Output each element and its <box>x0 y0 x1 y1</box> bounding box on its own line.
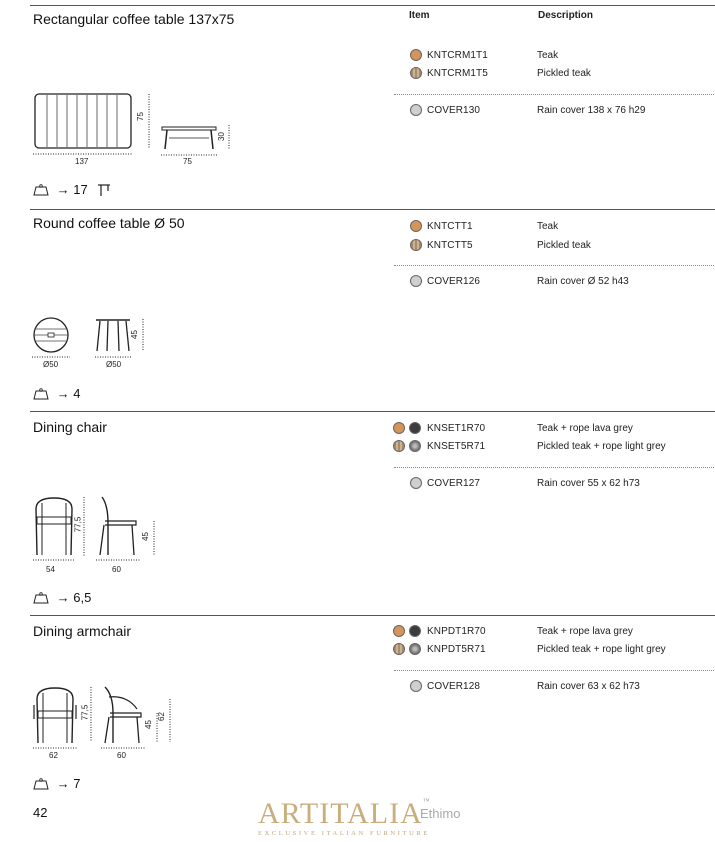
round-table-top-view-icon <box>32 316 72 358</box>
trademark-mark: ™ <box>422 797 431 805</box>
section-divider <box>30 209 715 210</box>
dimension-line <box>226 124 232 152</box>
pickled-teak-swatch-icon <box>393 440 405 452</box>
item-code: KNTCTT5 <box>427 240 473 251</box>
section-title: Dining chair <box>33 419 107 435</box>
dimension-top-diameter: Ø50 <box>43 360 59 369</box>
item-description: Rain cover 63 x 62 h73 <box>537 681 640 692</box>
teak-swatch-icon <box>393 625 405 637</box>
dimension-depth: 60 <box>112 565 121 574</box>
weight-value: 17 <box>73 182 88 198</box>
cover-swatch-icon <box>410 275 422 287</box>
weight-arrow: → <box>56 776 70 792</box>
rope-light-grey-swatch-icon <box>409 643 421 655</box>
list-item <box>410 680 710 694</box>
item-code: KNPDT1R70 <box>427 626 486 637</box>
dimension-height: 77,5 <box>80 704 90 721</box>
dotted-divider <box>394 265 714 266</box>
dimension-height: 30 <box>216 132 226 141</box>
list-item <box>410 104 710 118</box>
dimension-width: 75 <box>183 157 192 166</box>
section-title: Round coffee table Ø 50 <box>33 215 185 231</box>
section-divider <box>30 615 715 616</box>
list-item <box>410 275 710 289</box>
teak-swatch-icon <box>410 220 422 232</box>
rope-lava-grey-swatch-icon <box>409 422 421 434</box>
list-item <box>410 49 710 63</box>
list-item <box>410 477 710 491</box>
item-description: Pickled teak + rope light grey <box>537 644 666 655</box>
weight-arrow: → <box>56 182 70 198</box>
pickled-teak-swatch-icon <box>410 239 422 251</box>
item-description: Rain cover Ø 52 h43 <box>537 276 629 287</box>
section-divider <box>30 5 715 6</box>
item-code: KNSET5R71 <box>427 441 486 452</box>
dimension-depth: 60 <box>117 751 126 760</box>
dimension-line <box>151 520 157 558</box>
dimension-line <box>140 318 146 352</box>
dining-chair-side-view-icon <box>96 495 142 561</box>
dimension-width: 62 <box>49 751 58 760</box>
list-item <box>393 625 693 639</box>
dimension-arm-height: 62 <box>156 712 166 721</box>
table-symbol-icon <box>97 183 111 197</box>
item-description: Pickled teak <box>537 240 591 251</box>
weight-arrow: → <box>56 386 70 402</box>
dimension-height: 77,5 <box>73 516 83 533</box>
logo-tagline: EXCLUSIVE ITALIAN FURNITURE <box>258 830 430 837</box>
item-description: Rain cover 138 x 76 h29 <box>537 105 646 116</box>
weight-kg-icon <box>33 388 49 400</box>
list-item <box>393 643 693 657</box>
cover-swatch-icon <box>410 477 422 489</box>
rectangular-table-side-view-icon <box>161 125 219 157</box>
dimension-height: 45 <box>129 330 139 339</box>
list-item <box>410 67 710 81</box>
weight-info <box>33 181 111 197</box>
item-code: KNTCRM1T1 <box>427 50 488 61</box>
item-code: KNPDT5R71 <box>427 644 486 655</box>
list-item <box>410 220 710 234</box>
round-table-side-view-icon <box>95 317 133 357</box>
weight-value: 4 <box>73 386 81 402</box>
dimension-seat-height: 45 <box>140 532 150 541</box>
brand-name: Ethimo <box>420 806 461 821</box>
dimension-side-diameter: Ø50 <box>106 360 122 369</box>
weight-info <box>33 589 91 605</box>
item-description: Pickled teak + rope light grey <box>537 441 666 452</box>
item-code: COVER128 <box>427 681 481 692</box>
section-title: Dining armchair <box>33 623 132 639</box>
item-code: KNSET1R70 <box>427 423 486 434</box>
section-divider <box>30 411 715 412</box>
dotted-divider <box>394 670 714 671</box>
rectangular-table-top-view-icon <box>33 92 133 154</box>
column-header-description: Description <box>538 10 594 21</box>
item-code: COVER127 <box>427 478 481 489</box>
dining-armchair-side-view-icon <box>101 685 147 749</box>
weight-value: 7 <box>73 776 81 792</box>
teak-swatch-icon <box>393 422 405 434</box>
logo-text: ARTITALIA <box>258 797 423 830</box>
dimension-line <box>146 92 152 152</box>
dining-armchair-front-view-icon <box>33 685 79 749</box>
dimension-width: 54 <box>46 565 55 574</box>
pickled-teak-swatch-icon <box>410 67 422 79</box>
dimension-seat-height: 45 <box>143 720 153 729</box>
item-code: KNTCRM1T5 <box>427 68 488 79</box>
cover-swatch-icon <box>410 104 422 116</box>
item-description: Teak + rope lava grey <box>537 626 633 637</box>
dimension-depth: 75 <box>135 112 145 121</box>
weight-kg-icon <box>33 778 49 790</box>
dimension-line <box>167 698 173 744</box>
weight-info <box>33 775 80 791</box>
list-item <box>393 440 693 454</box>
dotted-divider <box>394 467 714 468</box>
item-description: Pickled teak <box>537 68 591 79</box>
item-description: Teak + rope lava grey <box>537 423 633 434</box>
page-number: 42 <box>33 805 48 820</box>
rope-lava-grey-swatch-icon <box>409 625 421 637</box>
artitalia-logo <box>258 797 431 831</box>
teak-swatch-icon <box>410 49 422 61</box>
rope-light-grey-swatch-icon <box>409 440 421 452</box>
pickled-teak-swatch-icon <box>393 643 405 655</box>
item-description: Rain cover 55 x 62 h73 <box>537 478 640 489</box>
item-description: Teak <box>537 50 559 61</box>
weight-kg-icon <box>33 184 49 196</box>
dining-chair-front-view-icon <box>33 495 77 561</box>
column-header-item: Item <box>409 10 430 21</box>
list-item <box>410 239 710 253</box>
item-code: COVER130 <box>427 105 481 116</box>
list-item <box>393 422 693 436</box>
item-description: Teak <box>537 221 559 232</box>
cover-swatch-icon <box>410 680 422 692</box>
weight-arrow: → <box>56 590 70 606</box>
weight-kg-icon <box>33 592 49 604</box>
dimension-length: 137 <box>75 157 89 166</box>
item-code: KNTCTT1 <box>427 221 473 232</box>
item-code: COVER126 <box>427 276 481 287</box>
weight-value: 6,5 <box>73 590 92 606</box>
section-title: Rectangular coffee table 137x75 <box>33 11 235 27</box>
dotted-divider <box>394 94 714 95</box>
weight-info <box>33 385 80 401</box>
